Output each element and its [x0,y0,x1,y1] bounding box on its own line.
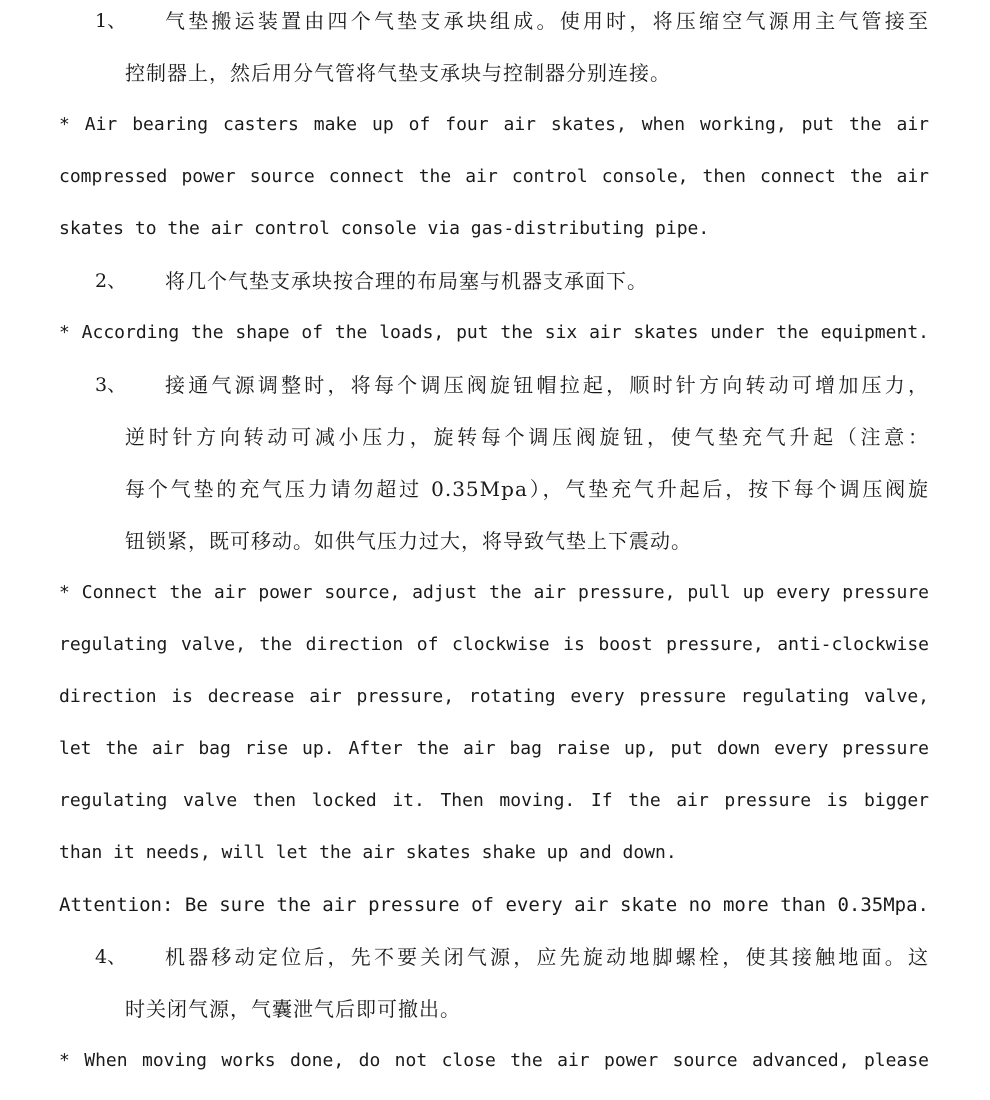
item-4-cn-line-2: 时关闭气源，气囊泄气后即可撤出。 [125,997,461,1021]
item-2-number: 2、 [95,270,127,292]
item-3-en-line-4: let the air bag rise up. After the air bag raise up, put down every pressure [59,738,929,759]
item-4-number: 4、 [95,946,127,968]
item-3-cn-line-3: 每个气垫的充气压力请勿超过 0.35Mpa），气垫充气升起后，按下每个调压阀旋 [125,477,929,501]
item-4-en-line-1: * When moving works done, do not close the air power source advanced, please [59,1050,929,1071]
item-1-en-line-2: compressed power source connect the air control console, then connect the air [59,166,929,187]
item-4-cn-line-1: 机器移动定位后，先不要关闭气源，应先旋动地脚螺栓，使其接触地面。这 [165,945,929,969]
item-1-number: 1、 [95,10,127,32]
item-2-en-line-1: * According the shape of the loads, put the six air skates under the equipment. [59,322,929,343]
item-2-cn-line-1: 将几个气垫支承块按合理的布局塞与机器支承面下。 [165,269,648,293]
item-3-cn-line-2: 逆时针方向转动可减小压力，旋转每个调压阀旋钮，使气垫充气升起（注意： [125,425,929,449]
item-1-cn-line-1: 气垫搬运装置由四个气垫支承块组成。使用时，将压缩空气源用主气管接至 [165,9,929,33]
attention-note: Attention: Be sure the air pressure of every air skate no more than 0.35Mpa. [59,894,929,916]
item-3-en-line-6: than it needs, will let the air skates shake up and down. [59,842,677,863]
item-3-en-line-2: regulating valve, the direction of clockwise is boost pressure, anti-clockwise [59,634,929,655]
item-3-cn-line-4: 钮锁紧，既可移动。如供气压力过大，将导致气垫上下震动。 [125,529,692,553]
item-3-en-line-3: direction is decrease air pressure, rotating every pressure regulating valve, [59,686,929,707]
item-3-en-line-5: regulating valve then locked it. Then moving. If the air pressure is bigger [59,790,929,811]
item-3-cn-line-1: 接通气源调整时，将每个调压阀旋钮帽拉起，顺时针方向转动可增加压力， [165,373,929,397]
item-1-en-line-1: * Air bearing casters make up of four air skates, when working, put the air [59,114,929,135]
item-1-en-line-3: skates to the air control console via gas-distributing pipe. [59,218,710,239]
item-3-number: 3、 [95,374,127,396]
item-3-en-line-1: * Connect the air power source, adjust the air pressure, pull up every pressure [59,582,929,603]
item-1-cn-line-2: 控制器上，然后用分气管将气垫支承块与控制器分别连接。 [125,61,671,85]
